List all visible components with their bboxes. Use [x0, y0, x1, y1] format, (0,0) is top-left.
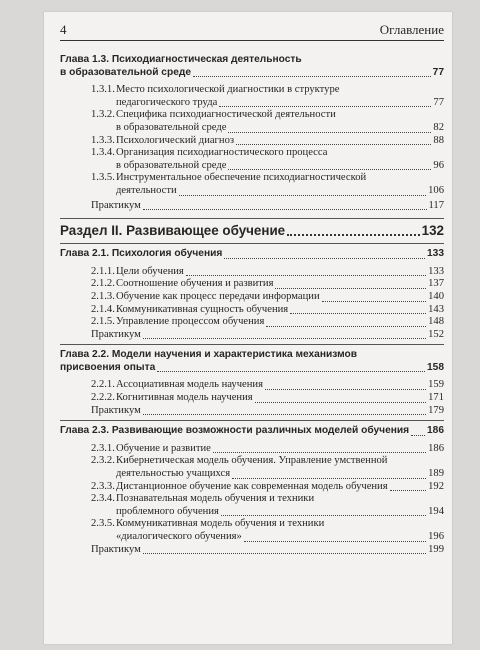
entry-title: в образовательной среде	[116, 159, 227, 171]
toc-entry	[60, 266, 444, 279]
dot-leader	[143, 208, 427, 210]
dot-leader	[390, 489, 427, 491]
entry-title: Место психологической диагностики в структуре	[116, 84, 340, 96]
chapter-title: Глава 2.1. Психология обучения	[60, 248, 223, 260]
chapter-title: Глава 2.3. Развивающие возможности различных моделей обучения	[60, 425, 410, 437]
dot-leader	[157, 370, 425, 372]
dot-leader	[322, 300, 427, 302]
entry-number: 2.3.1.	[91, 442, 115, 454]
chapter-entry	[60, 67, 444, 80]
entry-number: 1.3.5.	[91, 172, 115, 184]
page-ref: 117	[428, 199, 444, 211]
page-ref: 179	[428, 404, 444, 416]
page-ref: 140	[428, 290, 444, 302]
toc-entry	[60, 468, 444, 481]
page-ref: 192	[428, 480, 444, 492]
page-ref: 132	[421, 223, 444, 239]
entry-title: Ассоциативная модель научения	[116, 379, 263, 391]
dot-leader	[193, 75, 431, 77]
section-title: Раздел II. Развивающее обучение	[60, 223, 286, 239]
toc-entry	[60, 481, 444, 494]
page-number: 4	[60, 22, 67, 37]
dot-leader	[290, 312, 426, 314]
dot-leader	[143, 413, 426, 415]
page-ref: 77	[432, 66, 444, 78]
toc-entry	[60, 147, 444, 160]
chapter-2-3	[60, 425, 444, 438]
page-ref: 199	[428, 543, 444, 555]
dot-leader	[287, 233, 420, 236]
dot-leader	[221, 514, 426, 516]
page-ref: 196	[428, 531, 444, 542]
divider	[60, 218, 444, 219]
dot-leader	[244, 540, 426, 542]
page-ref: 133	[427, 248, 444, 260]
toc-entry	[60, 531, 444, 544]
dot-leader	[266, 325, 426, 327]
chapter-title-line: в образовательной среде	[60, 66, 191, 78]
dot-leader	[179, 194, 426, 196]
toc-entry	[60, 304, 444, 317]
section-2	[60, 223, 444, 239]
toc-entry	[60, 109, 444, 122]
dot-leader	[275, 287, 426, 289]
dot-leader	[228, 168, 431, 170]
chapter-title-line: Глава 1.3. Психодиагностическая деятельность	[60, 54, 302, 65]
chapter-2-2	[60, 349, 444, 374]
entry-number: 2.3.5.	[91, 518, 115, 530]
entry-number: 1.3.3.	[91, 134, 115, 146]
running-header	[60, 22, 444, 41]
entry-number: 2.3.4.	[91, 493, 115, 505]
chapter-1-3	[60, 54, 444, 79]
entry-number: 2.1.3.	[91, 290, 115, 302]
entry-title: Познавательная модель обучения и техники	[116, 493, 315, 505]
toc-entry	[60, 278, 444, 291]
dot-leader	[232, 477, 426, 479]
dot-leader	[265, 388, 426, 390]
toc-entry	[60, 506, 444, 519]
entry-title: Психологический диагноз	[116, 134, 235, 146]
toc-entry	[60, 97, 444, 110]
dot-leader	[219, 105, 431, 107]
chapter-2-1	[60, 248, 444, 261]
toc-entry	[60, 443, 444, 456]
practicum-label: Практикум	[91, 404, 141, 416]
entry-title: «диалогического обучения»	[116, 531, 242, 542]
page-ref: 82	[433, 121, 444, 133]
toc-entry	[60, 135, 444, 148]
page-ref: 143	[428, 303, 444, 315]
dot-leader	[228, 131, 431, 133]
entry-title: деятельностью учащихся	[116, 468, 231, 480]
entry-number: 2.1.2.	[91, 278, 115, 290]
dot-leader	[143, 337, 426, 339]
entry-title: Управление процессом обучения	[116, 316, 265, 328]
entry-number: 2.1.5.	[91, 316, 115, 328]
practicum-entry	[60, 200, 444, 213]
toc-entry	[60, 291, 444, 304]
page-ref: 152	[428, 328, 444, 340]
entry-title: Соотношение обучения и развития	[116, 278, 274, 290]
table-of-contents	[60, 54, 444, 556]
practicum-label: Практикум	[91, 543, 141, 555]
entry-title: Цели обучения	[116, 265, 184, 277]
entry-title: Специфика психодиагностической деятельности	[116, 109, 336, 121]
toc-entry	[60, 172, 444, 185]
entry-title: деятельности	[116, 184, 177, 196]
page-ref: 106	[428, 184, 444, 196]
entry-number: 2.1.4.	[91, 303, 115, 315]
toc-entry	[60, 518, 444, 531]
practicum-label: Практикум	[91, 328, 141, 340]
page-ref: 88	[433, 134, 444, 146]
page-ref: 96	[433, 159, 444, 171]
dot-leader	[411, 434, 425, 436]
entry-number: 2.3.3.	[91, 480, 115, 492]
toc-entry	[60, 392, 444, 405]
dot-leader	[213, 451, 426, 453]
entry-number: 1.3.1.	[91, 84, 115, 96]
divider	[60, 243, 444, 244]
page-ref: 137	[428, 278, 444, 290]
divider	[60, 420, 444, 421]
toc-entry	[60, 160, 444, 173]
entry-title: проблемного обучения	[116, 505, 219, 517]
page-ref: 171	[428, 392, 444, 404]
entry-title: Инструментальное обеспечение психодиагностической	[116, 172, 367, 184]
practicum-entry	[60, 329, 444, 342]
running-title: Оглавление	[379, 22, 444, 37]
toc-entry	[60, 84, 444, 97]
entry-number: 2.2.1.	[91, 379, 115, 391]
chapter-title-line: Глава 2.2. Модели научения и характеристика механизмов	[60, 349, 357, 361]
page-ref: 148	[428, 316, 444, 328]
entry-title: Организация психодиагностического процесса	[116, 147, 328, 159]
dot-leader	[255, 401, 426, 403]
entry-title: Коммуникативная сущность обучения	[116, 303, 289, 315]
toc-entry	[60, 493, 444, 506]
entry-number: 2.3.2.	[91, 455, 115, 467]
chapter-title-line: присвоения опыта	[60, 361, 156, 373]
entry-number: 1.3.2.	[91, 109, 115, 121]
chapter-entry	[60, 362, 444, 375]
page-ref: 186	[427, 425, 444, 437]
page-ref: 194	[428, 505, 444, 517]
entry-title: Дистанционное обучение как современная модель обучения	[116, 480, 388, 492]
practicum-entry	[60, 405, 444, 418]
dot-leader	[186, 274, 426, 276]
book-page	[44, 12, 452, 644]
toc-entry	[60, 455, 444, 468]
entry-title: педагогического труда	[116, 96, 218, 108]
practicum-label: Практикум	[91, 199, 141, 211]
page-ref: 133	[428, 265, 444, 277]
page-ref: 158	[427, 361, 444, 373]
dot-leader	[236, 143, 431, 145]
page-ref: 189	[428, 468, 444, 480]
toc-entry	[60, 185, 444, 198]
dot-leader	[143, 552, 426, 554]
entry-number: 2.2.2.	[91, 392, 115, 404]
toc-entry	[60, 316, 444, 329]
entry-title: в образовательной среде	[116, 121, 227, 133]
entry-title: Кибернетическая модель обучения. Управление умственной	[116, 455, 388, 467]
dot-leader	[224, 257, 425, 259]
divider	[60, 344, 444, 345]
entry-number: 1.3.4.	[91, 147, 115, 159]
toc-entry	[60, 379, 444, 392]
page-ref: 77	[433, 96, 444, 108]
page-ref: 186	[428, 442, 444, 454]
practicum-entry	[60, 544, 444, 557]
entry-title: Обучение и развитие	[116, 442, 211, 454]
entry-title: Коммуникативная модель обучения и техники	[116, 518, 325, 530]
toc-entry	[60, 122, 444, 135]
entry-number: 2.1.1.	[91, 265, 115, 277]
entry-title: Когнитивная модель научения	[116, 392, 253, 404]
entry-title: Обучение как процесс передачи информации	[116, 290, 320, 302]
page-ref: 159	[428, 379, 444, 391]
